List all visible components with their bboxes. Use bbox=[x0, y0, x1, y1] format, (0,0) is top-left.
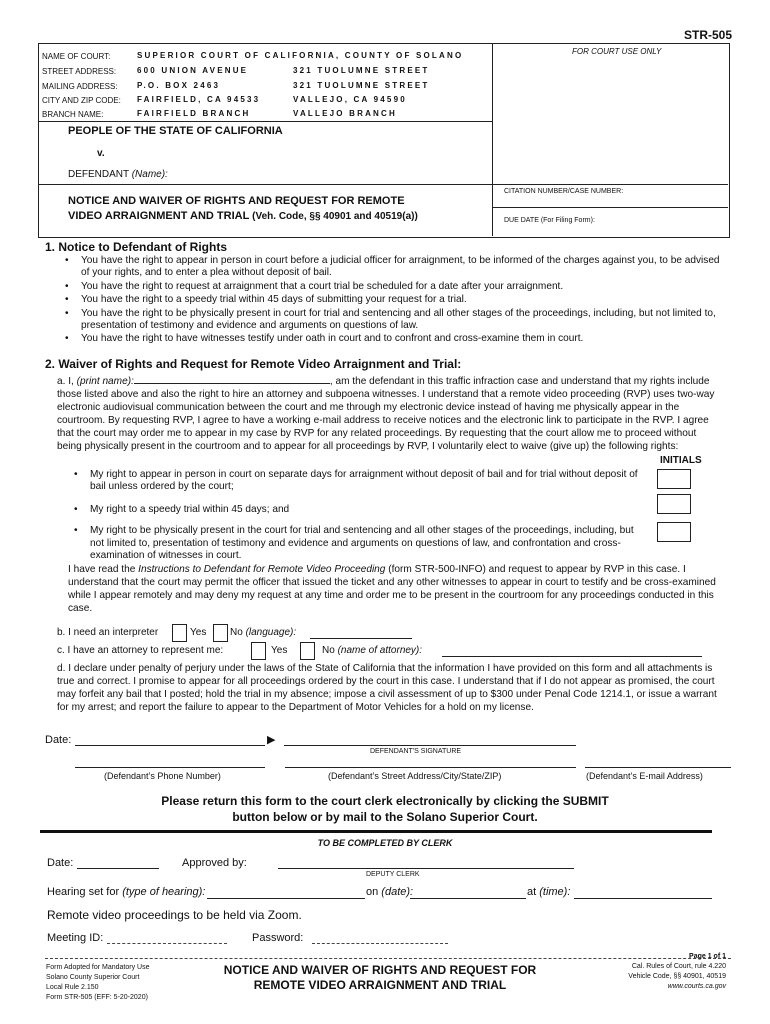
list-item: • My right to appear in person in court on separate days for arraignment without deposit of bail and for trial without deposit of bail unless ordered by the court; bbox=[68, 469, 640, 494]
section1-heading: 1. Notice to Defendant of Rights bbox=[45, 240, 228, 254]
mailing-1: P.O. BOX 2463 bbox=[137, 81, 221, 90]
attorney-yes-checkbox[interactable] bbox=[251, 642, 266, 660]
address-label: (Defendant’s Street Address/City/State/ZIP) bbox=[328, 771, 502, 781]
branch-1: FAIRFIELD BRANCH bbox=[137, 109, 251, 118]
street-2: 321 TUOLUMNE STREET bbox=[293, 66, 430, 75]
list-item: • My right to a speedy trial within 45 days; and bbox=[68, 504, 640, 516]
hearing-date-input[interactable] bbox=[410, 898, 526, 899]
hearing-date-label: on (date): bbox=[366, 886, 414, 898]
court-use-label: FOR COURT USE ONLY bbox=[572, 47, 662, 56]
attorney-no-label: No (name of attorney): bbox=[322, 645, 423, 656]
versus-label: v. bbox=[97, 148, 105, 159]
zoom-note: Remote video proceedings to be held via Zoom. bbox=[47, 908, 302, 922]
clerk-date-input[interactable] bbox=[77, 868, 159, 869]
court-name-value: SUPERIOR COURT OF CALIFORNIA, COUNTY OF SOLANO bbox=[137, 51, 464, 60]
waivers-list bbox=[68, 469, 640, 562]
initials-box[interactable] bbox=[657, 522, 691, 542]
list-item: • My right to be physically present in the court for trial and sentencing and all other stages of the proceedings, including, but not limited to, presentation of testimony and evidence and arguments on questions of law, and confrontation and cross-examination of witnesses in court. bbox=[68, 525, 640, 562]
hearing-label: Hearing set for (type of hearing): bbox=[47, 886, 206, 898]
initials-box[interactable] bbox=[657, 494, 691, 514]
citation-input[interactable] bbox=[494, 196, 726, 206]
rights-list bbox=[59, 255, 723, 346]
password-input[interactable] bbox=[312, 943, 448, 944]
print-name-input[interactable] bbox=[142, 375, 338, 388]
defendant-name-input[interactable] bbox=[170, 164, 490, 180]
clerk-date-label: Date: bbox=[47, 857, 74, 869]
city-label: CITY AND ZIP CODE: bbox=[42, 96, 121, 105]
language-input[interactable] bbox=[310, 638, 412, 639]
hearing-time-input[interactable] bbox=[574, 898, 712, 899]
initials-box[interactable] bbox=[657, 469, 691, 489]
mailing-2: 321 TUOLUMNE STREET bbox=[293, 81, 430, 90]
hearing-time-label: at (time): bbox=[527, 886, 571, 898]
approved-label: Approved by: bbox=[182, 857, 247, 869]
street-1: 600 UNION AVENUE bbox=[137, 66, 249, 75]
password-label: Password: bbox=[252, 932, 304, 944]
instructions-text: I have read the Instructions to Defendant for Remote Video Proceeding (form STR-500-INFO) and request to appear by RVP in this case. I understand that the court may permit the officer that issued the ticket and any other witnesses to appear in court to testify and be cross-examined while I appear remotely and may deny my request at any time and order me to be present in the courtroom for any proceedings conducted in this case. bbox=[68, 564, 716, 614]
section2-heading: 2. Waiver of Rights and Request for Remote Video Arraignment and Trial: bbox=[45, 357, 462, 371]
branch-label: BRANCH NAME: bbox=[42, 110, 104, 119]
divider bbox=[38, 121, 492, 122]
attorney-yes-label: Yes bbox=[271, 645, 288, 656]
declaration-text: d. I declare under penalty of perjury under the laws of the State of California that the information I have provided on this form and all attachments is true and correct. I promise to appear for all proceedings ordered by the court in this case. I understand that if I do not appear as promised, the court may forfeit any bail that I posted; hold the trial in my absence; impose a civil assessment of up to $300 under Penal Code 1214.1, or issue a warrant for my arrest; and report the failure to appear to the Department of Motor Vehicles for a hold on my license. bbox=[57, 663, 717, 713]
attorney-label: c. I have an attorney to represent me: bbox=[57, 645, 224, 656]
list-item: • You have the right to be physically present in court for trial and sentencing and all other stages of the proceedings, including, but not limited to, presentation of testimony and evidence and arguments on questions of law. bbox=[59, 308, 723, 333]
due-date-label: DUE DATE (For Filing Form): bbox=[504, 217, 595, 224]
footer-title: NOTICE AND WAIVER OF RIGHTS AND REQUEST FOR REMOTE VIDEO ARRAIGNMENT AND TRIAL bbox=[223, 963, 537, 992]
signature-input[interactable] bbox=[284, 745, 576, 746]
clerk-heading: TO BE COMPLETED BY CLERK bbox=[317, 838, 453, 848]
form-number: STR-505 bbox=[684, 28, 733, 42]
signature-label: DEFENDANT'S SIGNATURE bbox=[370, 748, 462, 755]
email-input[interactable] bbox=[585, 767, 731, 768]
email-label: (Defendant’s E-mail Address) bbox=[586, 771, 703, 781]
due-date-input[interactable] bbox=[606, 212, 724, 228]
interpreter-no-checkbox[interactable] bbox=[213, 624, 228, 642]
branch-2: VALLEJO BRANCH bbox=[293, 109, 397, 118]
initials-label: INITIALS bbox=[660, 455, 702, 466]
defendant-label: DEFENDANT (Name): bbox=[68, 169, 168, 180]
interpreter-yes-checkbox[interactable] bbox=[172, 624, 187, 642]
city-2: VALLEJO, CA 94590 bbox=[293, 95, 407, 104]
footer-right: Page 1 of 1 Cal. Rules of Court, rule 4.220 Vehicle Code, §§ 40901, 40519 www.courts.ca.gov bbox=[628, 953, 726, 990]
list-item: • You have the right to have witnesses testify under oath in court and to confront and cross-examine them in court. bbox=[59, 333, 723, 345]
form-title-line1: NOTICE AND WAIVER OF RIGHTS AND REQUEST FOR REMOTE bbox=[68, 195, 405, 207]
people-label: PEOPLE OF THE STATE OF CALIFORNIA bbox=[68, 125, 283, 137]
footer-left: Form Adopted for Mandatory Use Solano County Superior Court Local Rule 2.150 Form STR-505 (EFF: 5-20-2020) bbox=[46, 964, 150, 1001]
city-1: FAIRFIELD, CA 94533 bbox=[137, 95, 261, 104]
form-title-line2: VIDEO ARRAIGNMENT AND TRIAL (Veh. Code, §§ 40901 and 40519(a)) bbox=[68, 210, 418, 222]
clerk-divider bbox=[40, 830, 712, 833]
divider bbox=[492, 207, 728, 208]
phone-input[interactable] bbox=[75, 767, 265, 768]
list-item: • You have the right to a speedy trial within 45 days of submitting your request for a trial. bbox=[59, 294, 723, 306]
attorney-no-checkbox[interactable] bbox=[300, 642, 315, 660]
interpreter-label: b. I need an interpreter bbox=[57, 627, 159, 638]
date-label: Date: bbox=[45, 734, 72, 746]
deputy-clerk-input[interactable] bbox=[278, 868, 574, 869]
attorney-name-input[interactable] bbox=[442, 656, 702, 657]
interpreter-no-label: No (language): bbox=[230, 627, 297, 638]
hearing-type-input[interactable] bbox=[207, 898, 365, 899]
list-item: • You have the right to request at arraignment that a court trial be scheduled for a date after your arraignment. bbox=[59, 281, 723, 293]
arrow-icon: ▶ bbox=[267, 734, 276, 746]
deputy-clerk-label: DEPUTY CLERK bbox=[366, 871, 420, 878]
street-label: STREET ADDRESS: bbox=[42, 67, 117, 76]
interpreter-yes-label: Yes bbox=[190, 627, 207, 638]
date-input[interactable] bbox=[75, 745, 265, 746]
return-note-line2: button below or by mail to the Solano Superior Court. bbox=[232, 810, 538, 824]
phone-label: (Defendant’s Phone Number) bbox=[104, 771, 221, 781]
court-name-label: NAME OF COURT: bbox=[42, 52, 111, 61]
divider bbox=[38, 184, 728, 185]
address-input[interactable] bbox=[285, 767, 576, 768]
list-item: • You have the right to appear in person in court before a judicial officer for arraignment, to be informed of the charges against you, to be advised of your rights, and to enter a plea without deposit of bail. bbox=[59, 255, 723, 280]
mailing-label: MAILING ADDRESS: bbox=[42, 82, 118, 91]
citation-label: CITATION NUMBER/CASE NUMBER: bbox=[504, 188, 624, 195]
meeting-id-label: Meeting ID: bbox=[47, 932, 104, 944]
section2-a-text: a. I, (print name): , am the defendant in this traffic infraction case and understand that my rights include those listed above and also the right to hire an attorney and subpoena witnesses. I understand that a remote video proceeding (RVP) uses two-way electronic audiovisual communication between the court and me through my electronic device instead of having me physically appear in the courtroom. By requesting RVP, I agree to have a working e-mail address to receive notices and the electronic link to participate in the RVP. I agree that the court may order me to appear in my case by RVP for any related proceedings. By requesting that the court allow me to proceed without being physically present in the courtroom and to appear for all proceedings by RVP, I voluntarily elect to waive (give up) the following rights: bbox=[57, 376, 715, 452]
return-note-line1: Please return this form to the court clerk electronically by clicking the SUBMIT bbox=[161, 794, 609, 808]
meeting-id-input[interactable] bbox=[107, 943, 227, 944]
